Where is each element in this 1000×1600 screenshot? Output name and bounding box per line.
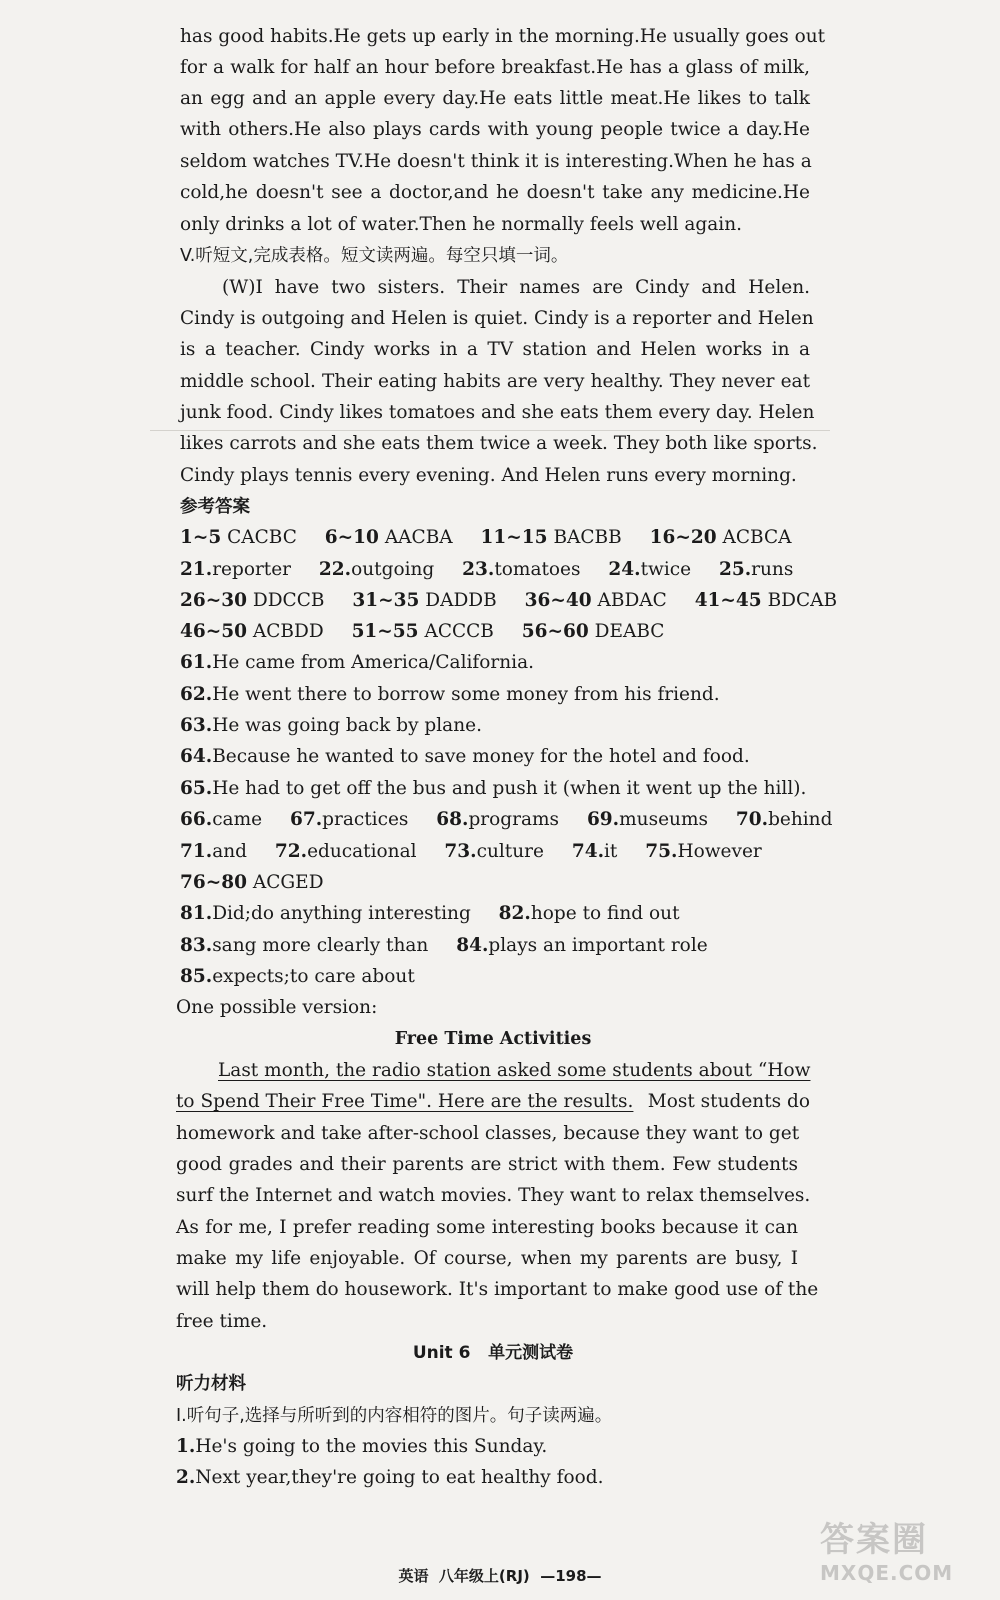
passage-line: for a walk for half an hour before breakfast.He has a glass of milk, [180,57,810,78]
unit-title: Unit 6 单元测试卷 [412,1343,574,1363]
essay-line: surf the Internet and watch movies. They want to relax themselves. [176,1185,811,1206]
essay-line: to Spend Their Free Time". Here are the results. Most students do [176,1091,810,1112]
answer-row: 85.expects;to care about [180,966,415,987]
passage-w-line: likes carrots and she eats them twice a week. They both like sports. [180,433,818,454]
essay-line: free time. [176,1311,268,1332]
watermark-site: MXQE.COM [820,1561,954,1585]
passage-line: with others.He also plays cards with young people twice a day.He [180,119,810,140]
answer-row: 66.came 67.practices 68.programs 69.museums 70.behind [180,809,833,830]
answer-row: 83.sang more clearly than 84.plays an important role [180,935,708,956]
answer-row: 81.Did;do anything interesting 82.hope to find out [180,903,680,924]
answer-row: 71.and 72.educational 73.culture 74.it 75.However [180,841,762,862]
section-v-heading: V.听短文,完成表格。短文读两遍。每空只填一词。 [180,246,569,266]
passage-w-line: (W)I have two sisters. Their names are Cindy and Helen. [222,277,810,298]
passage-w-line: Cindy plays tennis every evening. And Helen runs every morning. [180,465,797,486]
watermark-logo-text: 答案圈 [820,1520,928,1560]
answer-row: 63.He was going back by plane. [180,715,482,736]
answer-row: 76~80 ACGED [180,872,324,893]
page-footer: 英语 八年级上(RJ) —198— [398,1567,602,1585]
sentence: 2.Next year,they're going to eat healthy food. [176,1467,604,1488]
answer-row: 61.He came from America/California. [180,652,534,673]
essay-line: As for me, I prefer reading some interesting books because it can [176,1217,798,1238]
answers-heading: 参考答案 [180,497,250,517]
listening-heading: 听力材料 [176,1374,246,1394]
answer-row: 21.reporter 22.outgoing 23.tomatoes 24.twice 25.runs [180,559,794,580]
faint-rule [150,430,830,431]
answer-row: 46~50 ACBDD 51~55 ACCCB 56~60 DEABC [180,621,665,642]
essay-line: Last month, the radio station asked some students about “How [218,1060,811,1081]
passage-line: an egg and an apple every day.He eats little meat.He likes to talk [180,88,810,109]
passage-w-line: Cindy is outgoing and Helen is quiet. Cindy is a reporter and Helen [180,308,814,329]
answer-row: 26~30 DDCCB 31~35 DADDB 36~40 ABDAC 41~45 BDCAB [180,590,838,611]
passage-line: only drinks a lot of water.Then he normally feels well again. [180,214,743,235]
answer-row: 62.He went there to borrow some money from his friend. [180,684,720,705]
passage-w-line: is a teacher. Cindy works in a TV station and Helen works in a [180,339,810,360]
essay-line: will help them do housework. It's important to make good use of the [176,1279,819,1300]
sentence: 1.He's going to the movies this Sunday. [176,1436,548,1457]
watermark-logo [820,1512,980,1592]
section-i-heading: Ⅰ.听句子,选择与所听到的内容相符的图片。句子读两遍。 [176,1406,613,1426]
passage-line: seldom watches TV.He doesn't think it is interesting.When he has a [180,151,812,172]
passage-line: cold,he doesn't see a doctor,and he doesn't take any medicine.He [180,182,810,203]
passage-w-line: junk food. Cindy likes tomatoes and she eats them every day. Helen [180,402,815,423]
version-label: One possible version: [176,997,378,1018]
essay-line: homework and take after-school classes, because they want to get [176,1123,800,1144]
essay-title: Free Time Activities [394,1029,592,1049]
essay-line: make my life enjoyable. Of course, when my parents are busy, I [176,1248,798,1269]
answer-row: 64.Because he wanted to save money for the hotel and food. [180,746,750,767]
essay-line: good grades and their parents are strict with them. Few students [176,1154,798,1175]
passage-line: has good habits.He gets up early in the morning.He usually goes out [180,26,826,47]
passage-w-line: middle school. Their eating habits are very healthy. They never eat [180,371,810,392]
answer-row: 65.He had to get off the bus and push it (when it went up the hill). [180,778,807,799]
answer-row: 1~5 CACBC 6~10 AACBA 11~15 BACBB 16~20 ACBCA [180,527,792,548]
